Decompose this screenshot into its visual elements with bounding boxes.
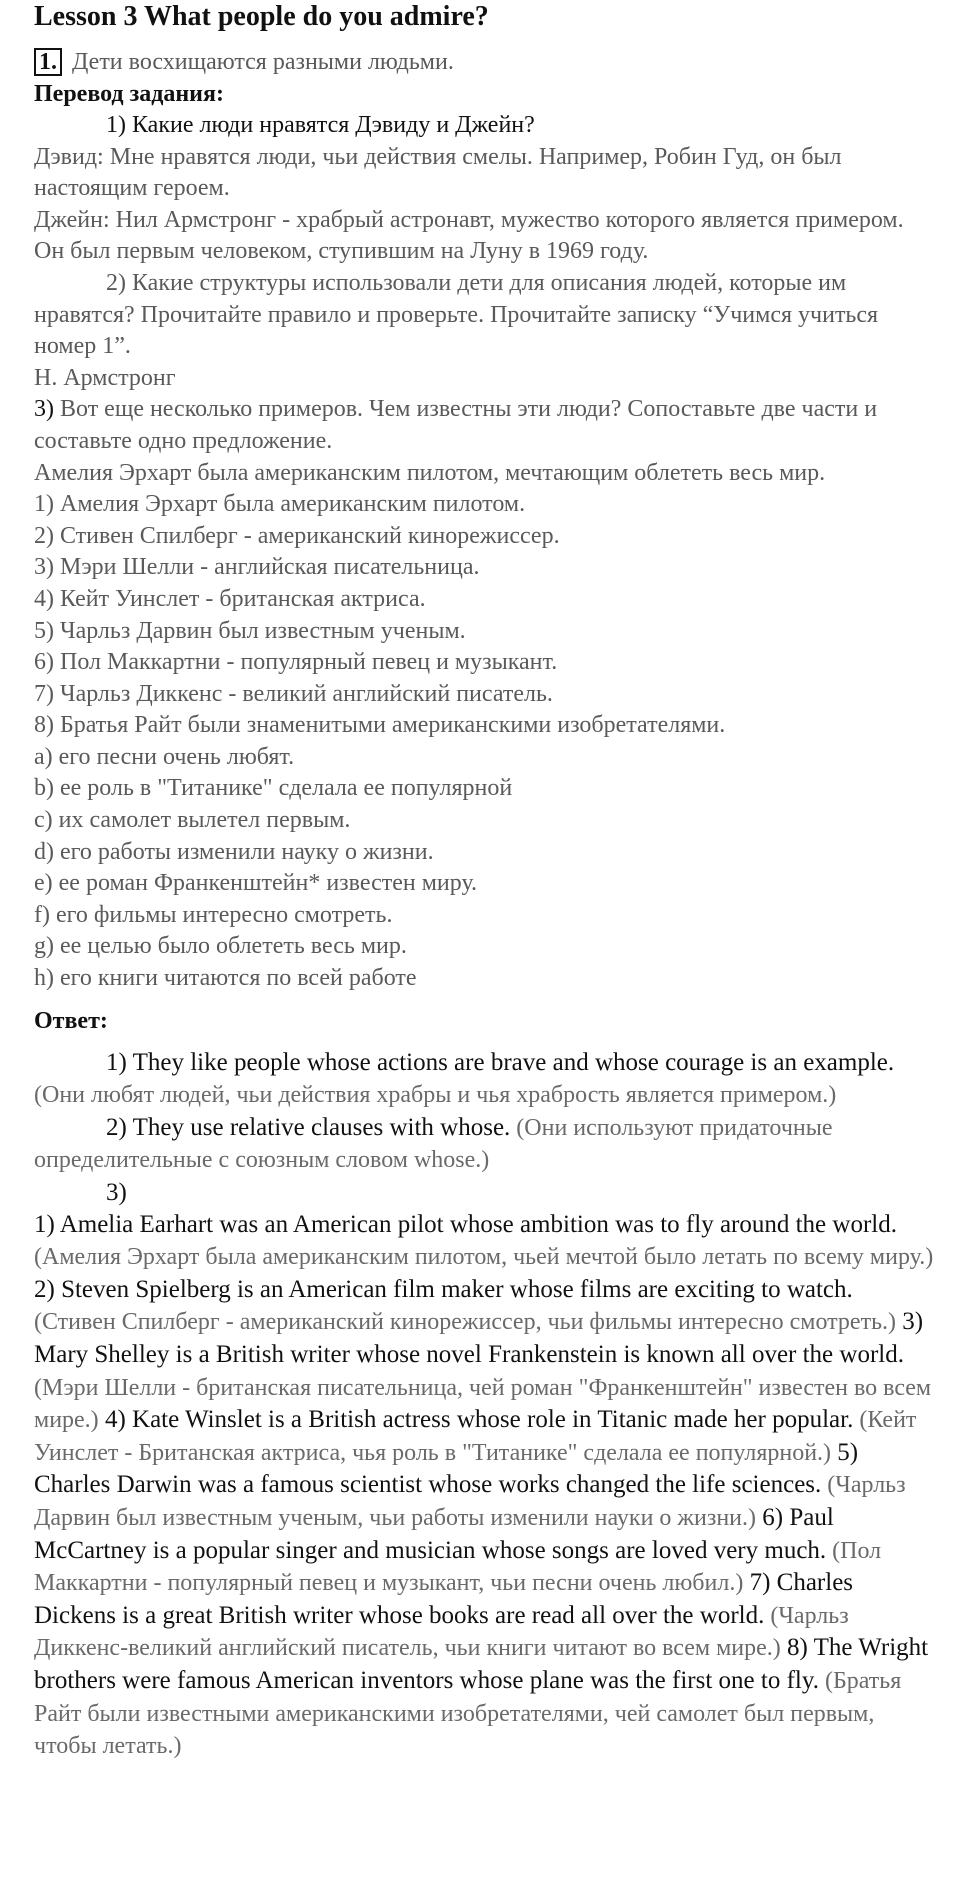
answer-3-item-en: 8) The Wright brothers were famous American inventors whose plane was the first one to fly.	[34, 1634, 929, 1694]
translation-header: Перевод задания:	[34, 81, 224, 107]
exercise-heading	[34, 46, 936, 78]
answer-3-item-ru: (Братья Райт были известными американскими изобретателями, чей самолет был первым, чтобы летать.)	[34, 1667, 902, 1760]
list-item: 7) Чарльз Диккенс - великий английский писатель.	[34, 680, 553, 707]
list-item: b) ее роль в "Титанике" сделала ее популярной	[34, 775, 513, 802]
translation-q1: 1) Какие люди нравятся Дэвиду и Джейн?	[106, 112, 535, 138]
answer-header: Ответ:	[34, 1007, 108, 1034]
list-item: 5) Чарльз Дарвин был известным ученым.	[34, 617, 466, 644]
list-item: h) его книги читаются по всей работе	[34, 965, 417, 992]
answer-3-item-en: 6) Paul McCartney is a popular singer and musician whose songs are loved very much.	[34, 1503, 834, 1564]
list-item: 3) Мэри Шелли - английская писательница.	[34, 554, 480, 581]
translation-q3: 3) Вот еще несколько примеров. Чем известны эти люди? Сопоставьте две части и составьте одно предложение.	[34, 396, 878, 454]
translation-example: Амелия Эрхарт была американским пилотом, мечтающим облететь весь мир.	[34, 459, 826, 486]
answer-3-item-ru: (Мэри Шелли - британская писательница, чей роман "Франкенштейн" известен во всем мире.)	[34, 1374, 932, 1434]
answer-3-item-ru: (Кейт Уинслет - Британская актриса, чья роль в "Титанике" сделала ее популярной.)	[34, 1407, 917, 1466]
answer-3-item-en: 3) Mary Shelley is a British writer whose novel Frankenstein is known all over the world.	[34, 1308, 924, 1368]
list-item: 8) Братья Райт были знаменитыми американскими изобретателями.	[34, 712, 726, 739]
exercise-heading-text: Дети восхищаются разными людьми.	[72, 49, 454, 75]
answer-1: 1) They like people whose actions are brave and whose courage is an example. (Они любят людей, чьи действия храбры и чья храбрость является примером.)	[34, 1048, 895, 1109]
answer-3-item-ru: (Стивен Спилберг - американский кинорежиссер, чьи фильмы интересно смотреть.)	[34, 1309, 897, 1336]
answer-3-item-en: 1) Amelia Earhart was an American pilot whose ambition was to fly around the world.	[34, 1210, 897, 1238]
answer-3-body	[34, 1209, 936, 1763]
answer-3-item-ru: (Чарльз Дарвин был известным ученым, чьи работы изменили науки о жизни.)	[34, 1472, 906, 1531]
answer-3-label: 3)	[106, 1179, 127, 1206]
page-title: Lesson 3 What people do you admire?	[34, 1, 489, 32]
answer-3-item-en: 5) Charles Darwin was a famous scientist whose works changed the life sciences.	[34, 1438, 859, 1499]
answer-3-item-ru: (Амелия Эрхарт была американским пилотом, чьей мечтой было летать по всему миру.)	[34, 1244, 934, 1271]
list-item: 4) Кейт Уинслет - британская актриса.	[34, 585, 426, 612]
answer-2: 2) They use relative clauses with whose. (Они используют придаточные определительные с союзным словом whose.)	[34, 1113, 833, 1174]
answer-3-item-en: 4) Kate Winslet is a British actress whose role in Titanic made her popular.	[98, 1406, 854, 1434]
translation-q2: 2) Какие структуры использовали дети для описания людей, которые им нравятся? Прочитайте правило и проверьте. Прочитайте записку “Учимся учиться номер 1”.	[34, 269, 879, 360]
translation-jane: Джейн: Нил Армстронг - храбрый астронавт, мужество которого является примером. Он был первым человеком, ступившим на Луну в 1969 году.	[34, 206, 904, 265]
translation-armstrong: Н. Армстронг	[34, 364, 176, 391]
list-item: f) его фильмы интересно смотреть.	[34, 901, 393, 928]
list-item: e) ее роман Франкенштейн* известен миру.	[34, 870, 478, 897]
answer-3-item-en: 2) Steven Spielberg is an American film maker whose films are exciting to watch.	[34, 1275, 853, 1303]
answer-3-item-ru: (Чарльз Диккенс-великий английский писатель, чьи книги читают во всем мире.)	[34, 1602, 849, 1662]
list-item: a) его песни очень любят.	[34, 743, 295, 770]
exercise-number: 1.	[34, 48, 62, 76]
list-item: 1) Амелия Эрхарт была американским пилотом.	[34, 491, 526, 518]
list-item: 2) Стивен Спилберг - американский кинорежиссер.	[34, 522, 560, 549]
list-item: c) их самолет вылетел первым.	[34, 807, 351, 834]
translation-david: Дэвид: Мне нравятся люди, чьи действия смелы. Например, Робин Гуд, он был настоящим героем.	[34, 143, 842, 202]
answer-3-item-ru: (Пол Маккартни - популярный певец и музыкант, чьи песни очень любил.)	[34, 1537, 882, 1597]
list-item: d) его работы изменили науку о жизни.	[34, 838, 434, 865]
list-item: 6) Пол Маккартни - популярный певец и музыкант.	[34, 649, 558, 676]
answer-3-item-en: 7) Charles Dickens is a great British writer whose books are read all over the world.	[34, 1569, 854, 1629]
people-list	[34, 489, 936, 742]
endings-list	[34, 742, 936, 995]
list-item: g) ее целью было облететь весь мир.	[34, 933, 407, 960]
